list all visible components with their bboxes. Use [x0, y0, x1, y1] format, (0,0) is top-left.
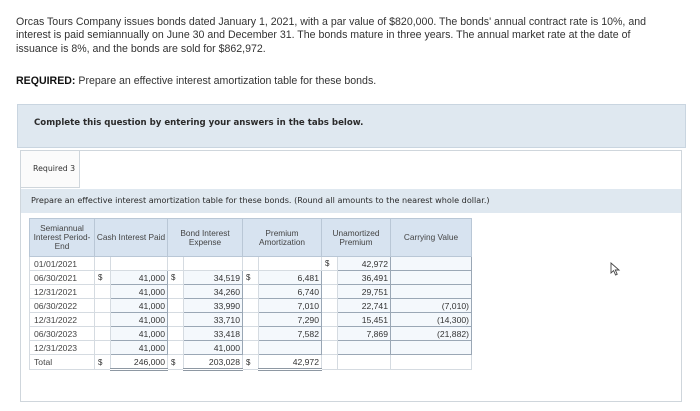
header-cash-interest: Cash Interest Paid — [95, 219, 168, 257]
cash-symbol — [95, 257, 111, 271]
total-unamortized-empty — [338, 355, 391, 370]
total-row — [30, 355, 472, 370]
bond-symbol — [168, 341, 184, 355]
header-bond-interest: Bond Interest Expense — [168, 219, 243, 257]
cash-symbol — [95, 285, 111, 299]
premium-amortization-cell — [259, 257, 322, 271]
unamortized-premium-input[interactable]: 29,751 — [338, 285, 391, 299]
unamortized-symbol-empty — [322, 355, 338, 370]
header-carrying-value: Carrying Value — [391, 219, 472, 257]
carrying-value-input[interactable] — [391, 341, 472, 355]
unamortized-symbol — [322, 271, 338, 285]
table-row — [30, 327, 472, 341]
tab-label: Required 3 — [33, 164, 76, 173]
bond-symbol: $ — [168, 355, 184, 370]
premium-symbol: $ — [243, 271, 259, 285]
mouse-pointer-icon — [610, 262, 622, 276]
unamortized-premium-input[interactable]: 15,451 — [338, 313, 391, 327]
bond-symbol — [168, 257, 184, 271]
premium-amortization-input[interactable] — [259, 341, 322, 355]
period-cell: 06/30/2022 — [30, 299, 95, 313]
bond-symbol: $ — [168, 271, 184, 285]
unamortized-symbol — [322, 313, 338, 327]
bond-expense-input[interactable]: 34,260 — [184, 285, 243, 299]
carrying-value-input[interactable] — [391, 257, 472, 271]
problem-statement — [16, 16, 692, 56]
unamortized-symbol — [322, 327, 338, 341]
header-period: Semiannual Interest Period-End — [30, 219, 95, 257]
premium-symbol — [243, 257, 259, 271]
period-cell: 06/30/2023 — [30, 327, 95, 341]
problem-line-1: Orcas Tours Company issues bonds dated January 1, 2021, with a par value of $820,000. The bonds' annual contract rate is 10%, and — [16, 16, 646, 28]
table-row — [30, 341, 472, 355]
cash-interest-input[interactable]: 41,000 — [111, 313, 168, 327]
premium-symbol — [243, 341, 259, 355]
bond-symbol — [168, 285, 184, 299]
carrying-value-input[interactable] — [391, 271, 472, 285]
bond-symbol — [168, 299, 184, 313]
premium-amortization-input[interactable]: 6,481 — [259, 271, 322, 285]
unamortized-symbol — [322, 285, 338, 299]
tab-instruction-text: Prepare an effective interest amortization table for these bonds. (Round all amounts to the nearest whole dollar.) — [31, 195, 490, 205]
total-premium-amortization: 42,972 — [259, 355, 322, 370]
header-premium-amortization: Premium Amortization — [243, 219, 322, 257]
table-row — [30, 285, 472, 299]
cash-symbol — [95, 341, 111, 355]
banner-text: Complete this question by entering your answers in the tabs below. — [34, 118, 364, 128]
premium-symbol: $ — [243, 355, 259, 370]
bond-symbol — [168, 327, 184, 341]
problem-line-2: interest is paid semiannually on June 30 and December 31. The bonds mature in three years. The annual market rate at the date of — [16, 29, 631, 42]
total-label: Total — [30, 355, 95, 370]
table-row — [30, 257, 472, 271]
total-cash-interest: 246,000 — [111, 355, 168, 370]
unamortized-premium-input[interactable]: 7,869 — [338, 327, 391, 341]
tab-required-3[interactable] — [21, 151, 80, 188]
premium-symbol — [243, 299, 259, 313]
premium-amortization-input[interactable]: 6,740 — [259, 285, 322, 299]
cash-interest-input[interactable]: 41,000 — [111, 299, 168, 313]
premium-symbol — [243, 327, 259, 341]
carrying-value-input[interactable]: (14,300) — [391, 313, 472, 327]
bond-expense-input[interactable]: 33,990 — [184, 299, 243, 313]
amortization-table — [29, 218, 472, 371]
required-text: Prepare an effective interest amortization table for these bonds. — [78, 75, 377, 87]
table-row — [30, 271, 472, 285]
unamortized-symbol: $ — [322, 257, 338, 271]
premium-amortization-input[interactable]: 7,290 — [259, 313, 322, 327]
bond-expense-input[interactable]: 41,000 — [184, 341, 243, 355]
tab-instruction-bar — [21, 189, 681, 213]
bond-symbol — [168, 313, 184, 327]
premium-amortization-input[interactable]: 7,010 — [259, 299, 322, 313]
required-label: REQUIRED: — [16, 75, 76, 87]
unamortized-premium-input[interactable] — [338, 341, 391, 355]
cash-symbol: $ — [95, 271, 111, 285]
table-header-row — [30, 219, 472, 257]
table-row — [30, 299, 472, 313]
unamortized-premium-input[interactable]: 22,741 — [338, 299, 391, 313]
bond-expense-input[interactable]: 33,418 — [184, 327, 243, 341]
cash-interest-input[interactable]: 41,000 — [111, 271, 168, 285]
instructions-banner — [17, 104, 686, 148]
carrying-value-input[interactable]: (7,010) — [391, 299, 472, 313]
period-cell: 12/31/2021 — [30, 285, 95, 299]
cash-symbol: $ — [95, 355, 111, 370]
problem-line-3: issuance is 8%, and the bonds are sold for $862,972. — [16, 42, 266, 55]
unamortized-premium-input[interactable]: 36,491 — [338, 271, 391, 285]
header-unamortized-premium: Unamortized Premium — [322, 219, 391, 257]
cash-interest-cell — [111, 257, 168, 271]
cash-symbol — [95, 299, 111, 313]
table-row — [30, 313, 472, 327]
period-cell: 12/31/2023 — [30, 341, 95, 355]
premium-amortization-input[interactable]: 7,582 — [259, 327, 322, 341]
bond-expense-input[interactable]: 34,519 — [184, 271, 243, 285]
carrying-value-input[interactable] — [391, 285, 472, 299]
premium-symbol — [243, 285, 259, 299]
total-bond-expense: 203,028 — [184, 355, 243, 370]
period-cell: 01/01/2021 — [30, 257, 95, 271]
bond-expense-cell — [184, 257, 243, 271]
cash-interest-input[interactable]: 41,000 — [111, 285, 168, 299]
unamortized-symbol — [322, 299, 338, 313]
unamortized-premium-input[interactable]: 42,972 — [338, 257, 391, 271]
period-cell: 06/30/2021 — [30, 271, 95, 285]
cash-symbol — [95, 313, 111, 327]
bond-expense-input[interactable]: 33,710 — [184, 313, 243, 327]
cash-interest-input[interactable]: 41,000 — [111, 341, 168, 355]
period-cell: 12/31/2022 — [30, 313, 95, 327]
required-statement — [16, 75, 376, 87]
unamortized-symbol — [322, 341, 338, 355]
premium-symbol — [243, 313, 259, 327]
cash-interest-input[interactable]: 41,000 — [111, 327, 168, 341]
carrying-value-input[interactable]: (21,882) — [391, 327, 472, 341]
cash-symbol — [95, 327, 111, 341]
total-carrying-empty — [391, 355, 472, 370]
